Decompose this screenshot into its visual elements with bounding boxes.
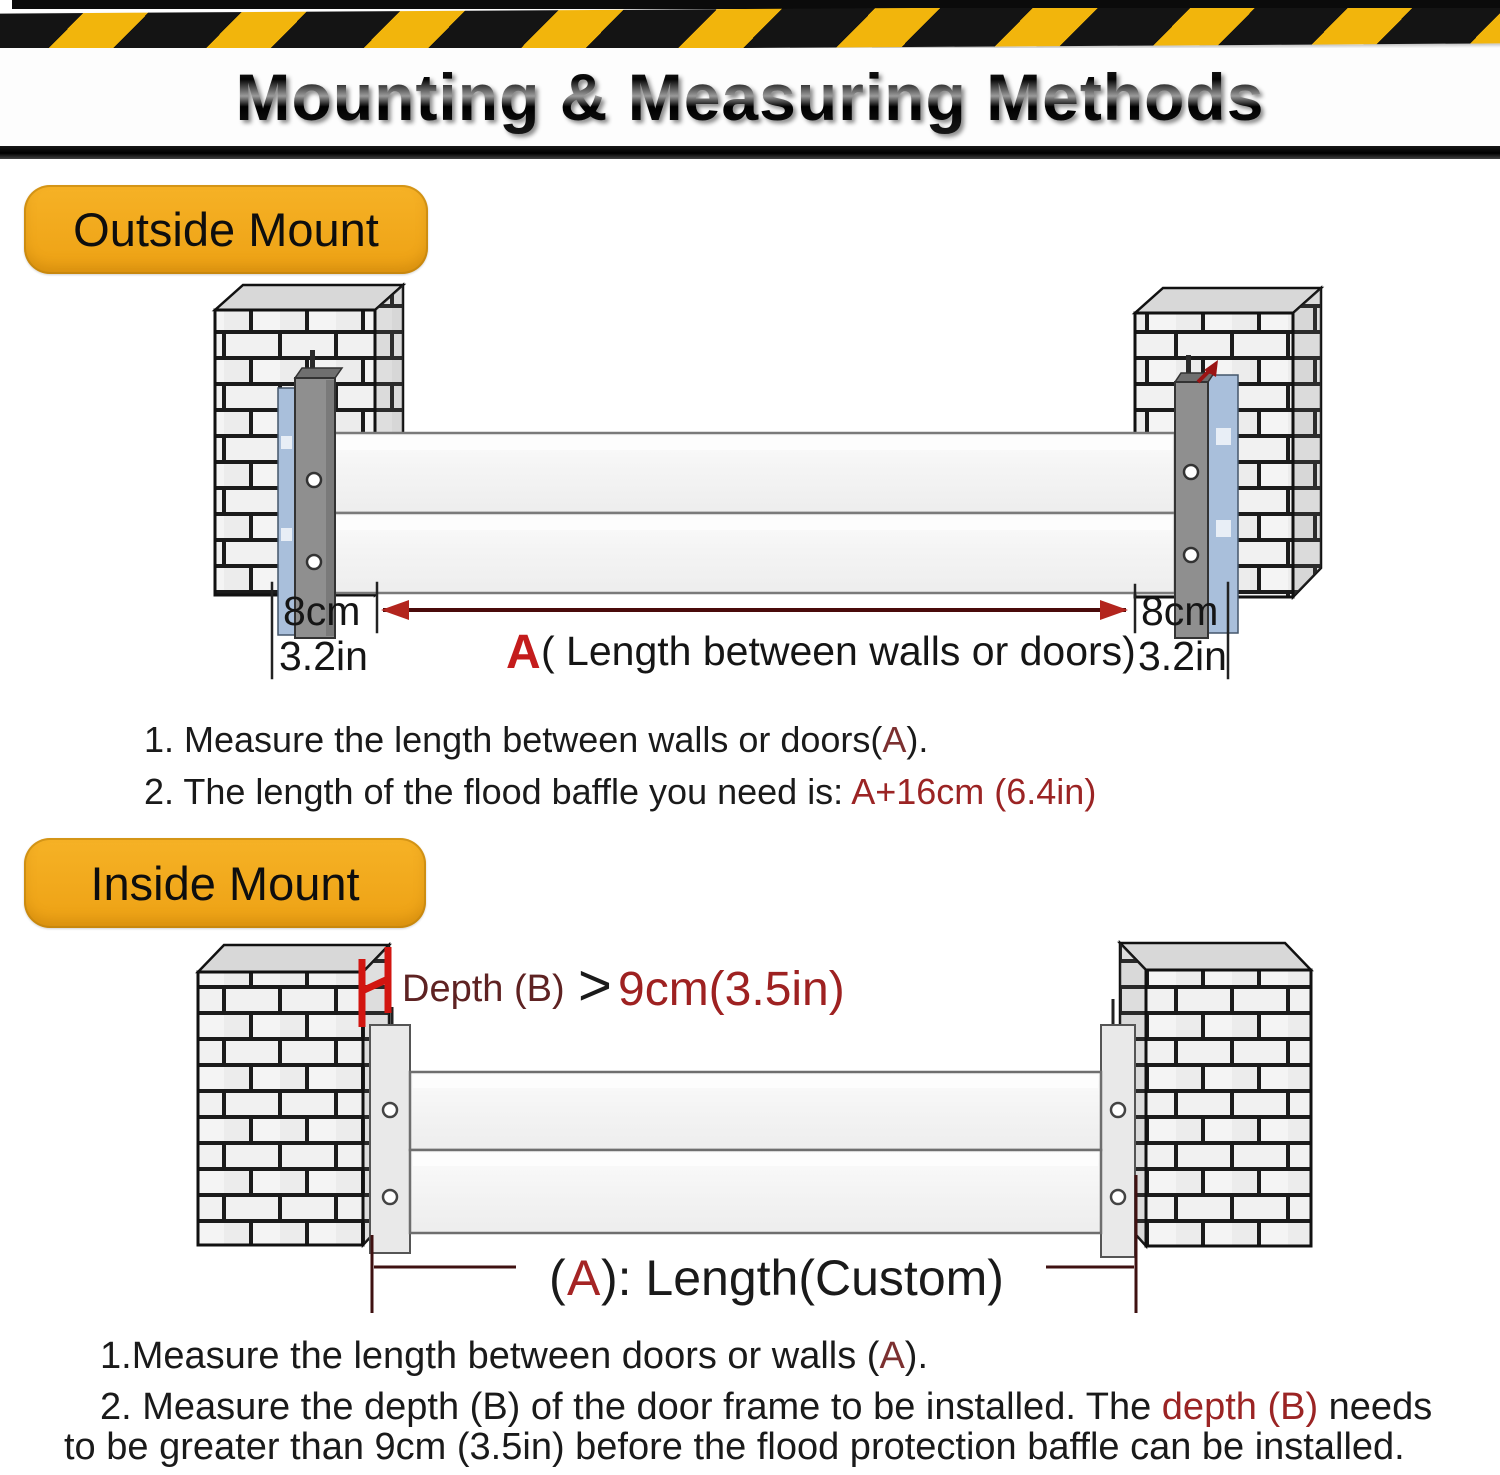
inside-instruction-line-1: 1.Measure the length between doors or walls (A).	[100, 1335, 929, 1377]
depth-value: 9cm(3.5in)	[618, 963, 845, 1016]
dim-left-in: 3.2in	[279, 633, 368, 679]
formula-highlight: A+16cm (6.4in)	[851, 771, 1097, 812]
flood-barrier	[410, 1072, 1101, 1233]
screw-hole	[383, 1190, 397, 1204]
depth-annotation	[402, 953, 845, 1018]
length-a-letter: A	[567, 1250, 601, 1306]
outside-instruction-line-2: 2. The length of the flood baffle you need is: A+16cm (6.4in)	[144, 771, 1097, 812]
title-divider-bar	[0, 146, 1500, 159]
screw-hole	[383, 1103, 397, 1117]
screw-hole	[1184, 548, 1198, 562]
bracket-body	[370, 1025, 410, 1253]
length-label: ): Length(Custom)	[601, 1250, 1004, 1306]
brick-pillar-right	[1120, 943, 1311, 1246]
outside-mount-badge	[24, 185, 428, 274]
outside-instruction-line-1: 1. Measure the length between walls or doors(A).	[144, 719, 929, 760]
a-reference: A	[882, 719, 907, 760]
channel-bracket-right	[1101, 999, 1135, 1257]
hazard-stripe-banner	[0, 8, 1500, 49]
length-open-paren: (	[549, 1250, 566, 1306]
dim-a-label: ( Length between walls or doors)	[541, 628, 1136, 674]
length-dimension	[272, 583, 1228, 679]
pillar-top-face	[1120, 943, 1311, 970]
screw-hole	[1111, 1103, 1125, 1117]
screw-hole	[307, 555, 321, 569]
hazard-tape-wrap	[0, 8, 1500, 49]
pillar-top-face	[215, 285, 403, 310]
page-title: Mounting & Measuring Methods	[0, 48, 1500, 146]
inside-instruction-line-2: 2. Measure the depth (B) of the door frame to be installed. The depth (B) needs	[100, 1386, 1433, 1428]
pillar-front-face	[1146, 970, 1311, 1246]
inside-mount-badge	[24, 838, 426, 928]
screw-hole	[1111, 1190, 1125, 1204]
screw-hole	[307, 473, 321, 487]
outside-mount-badge-label: Outside Mount	[73, 203, 379, 256]
outside-mount-diagram	[0, 280, 1500, 692]
pillar-top-face	[1135, 288, 1321, 313]
depth-highlight: depth (B)	[1161, 1386, 1319, 1428]
inside-mount-diagram	[0, 935, 1500, 1337]
channel-bracket-left	[370, 1007, 410, 1253]
bracket-body	[1101, 1025, 1135, 1257]
inside-mount-badge-label: Inside Mount	[90, 856, 360, 910]
flood-barrier	[333, 433, 1175, 593]
dim-right-cm: 8cm	[1141, 588, 1219, 634]
dimension-arrowhead	[381, 600, 409, 620]
depth-label: Depth (B)	[402, 968, 565, 1010]
inside-instruction-line-3: to be greater than 9cm (3.5in) before the flood protection baffle can be installed.	[64, 1426, 1405, 1468]
dim-right-in: 3.2in	[1138, 633, 1227, 679]
pillar-front-face	[198, 972, 363, 1245]
screw-hole	[1184, 465, 1198, 479]
greater-than-symbol: >	[578, 953, 612, 1018]
dimension-arrowhead	[1100, 600, 1128, 620]
dim-left-cm: 8cm	[283, 588, 361, 634]
dim-a-letter: A	[506, 626, 541, 679]
a-reference: A	[879, 1335, 905, 1377]
